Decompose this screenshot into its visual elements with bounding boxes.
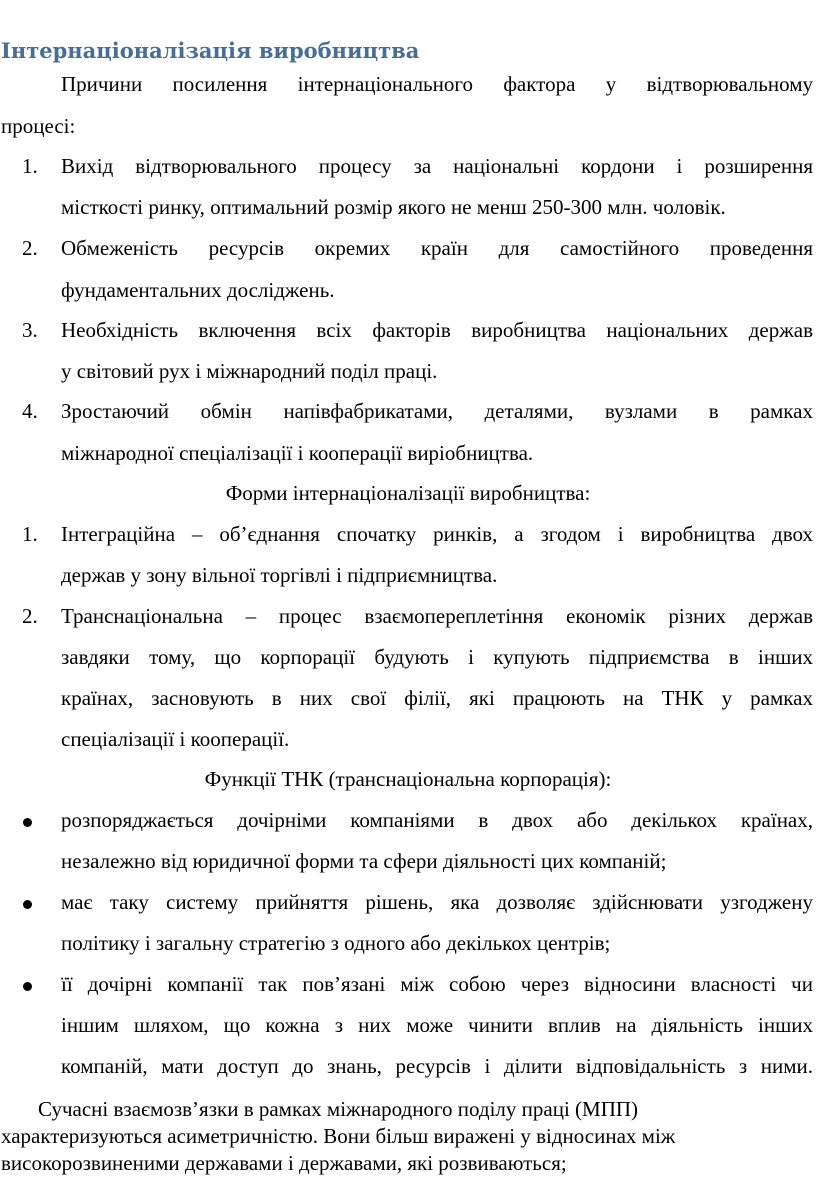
reason-3-number: 3. bbox=[22, 318, 38, 342]
form-2-line-1: Транснаціональна – процес взаємопереплетіння економік різних держав bbox=[61, 604, 813, 628]
form-1-number: 1. bbox=[22, 522, 38, 546]
reason-4-line-1: Зростаючий обмін напівфабрикатами, деталями, вузлами в рамках bbox=[61, 399, 813, 423]
closing-line-1: Сучасні взаємозв’язки в рамках міжнародного поділу праці (МПП) bbox=[38, 1097, 639, 1121]
form-1-line-1: Інтеграційна – об’єднання спочатку ринків, а згодом і виробництва двох bbox=[61, 522, 813, 546]
intro-line-1: Причини посилення інтернаціонального фактора у відтворювальному bbox=[61, 72, 813, 96]
form-1-line-2: держав у зону вільної торгівлі і підприємництва. bbox=[61, 563, 498, 587]
bullet-icon bbox=[23, 982, 32, 991]
reason-2-line-2: фундаментальних досліджень. bbox=[61, 278, 335, 302]
bullet-icon bbox=[23, 900, 32, 909]
forms-heading: Форми інтернаціоналізації виробництва: bbox=[225, 481, 591, 505]
function-1-line-2: незалежно від юридичної форми та сфери діяльності цих компаній; bbox=[61, 849, 667, 873]
form-2-number: 2. bbox=[22, 604, 38, 628]
intro-line-2: процесі: bbox=[1, 114, 76, 138]
function-1-line-1: розпоряджається дочірніми компаніями в двох або декількох країнах, bbox=[61, 808, 813, 832]
closing-line-3: високорозвиненими державами і державами, які розвиваються; bbox=[1, 1151, 567, 1175]
form-2-line-3: країнах, засновують в них свої філії, які працюють на ТНК у рамках bbox=[61, 686, 813, 710]
reason-3-line-1: Необхідність включення всіх факторів виробництва національних держав bbox=[61, 318, 813, 342]
form-2-line-2: завдяки тому, що корпорації будують і купують підприємства в інших bbox=[61, 645, 813, 669]
function-2-line-2: політику і загальну стратегію з одного або декількох центрів; bbox=[61, 931, 611, 955]
reason-4-number: 4. bbox=[22, 399, 38, 423]
reason-3-line-2: у світовий рух і міжнародний поділ праці. bbox=[61, 359, 438, 383]
reason-2-line-1: Обмеженість ресурсів окремих країн для самостійного проведення bbox=[61, 236, 813, 260]
bullet-icon bbox=[23, 818, 32, 827]
reason-1-line-1: Вихід відтворювального процесу за національні кордони і розширення bbox=[61, 154, 813, 178]
function-3-line-2: іншим шляхом, що кожна з них може чинити вплив на діяльність інших bbox=[61, 1013, 813, 1037]
function-2-line-1: має таку систему прийняття рішень, яка дозволяє здійснювати узгоджену bbox=[61, 890, 813, 914]
page-title: Інтернаціоналізація виробництва bbox=[1, 38, 420, 63]
form-2-line-4: спеціалізації і кооперації. bbox=[61, 727, 290, 751]
reason-4-line-2: міжнародної спеціалізації і кооперації виріобництва. bbox=[61, 441, 534, 465]
functions-heading: Функції ТНК (транснаціональна корпорація): bbox=[204, 767, 612, 791]
function-3-line-3: компаній, мати доступ до знань, ресурсів і ділити відповідальність з ними. bbox=[61, 1054, 813, 1078]
reason-1-line-2: місткості ринку, оптимальний розмір якого не менш 250-300 млн. чоловік. bbox=[61, 195, 726, 219]
function-3-line-1: її дочірні компанії так пов’язані між собою через відносини власності чи bbox=[61, 972, 813, 996]
reason-1-number: 1. bbox=[22, 154, 38, 178]
reason-2-number: 2. bbox=[22, 236, 38, 260]
closing-line-2: характеризуються асиметричністю. Вони більш виражені у відносинах між bbox=[1, 1124, 676, 1148]
